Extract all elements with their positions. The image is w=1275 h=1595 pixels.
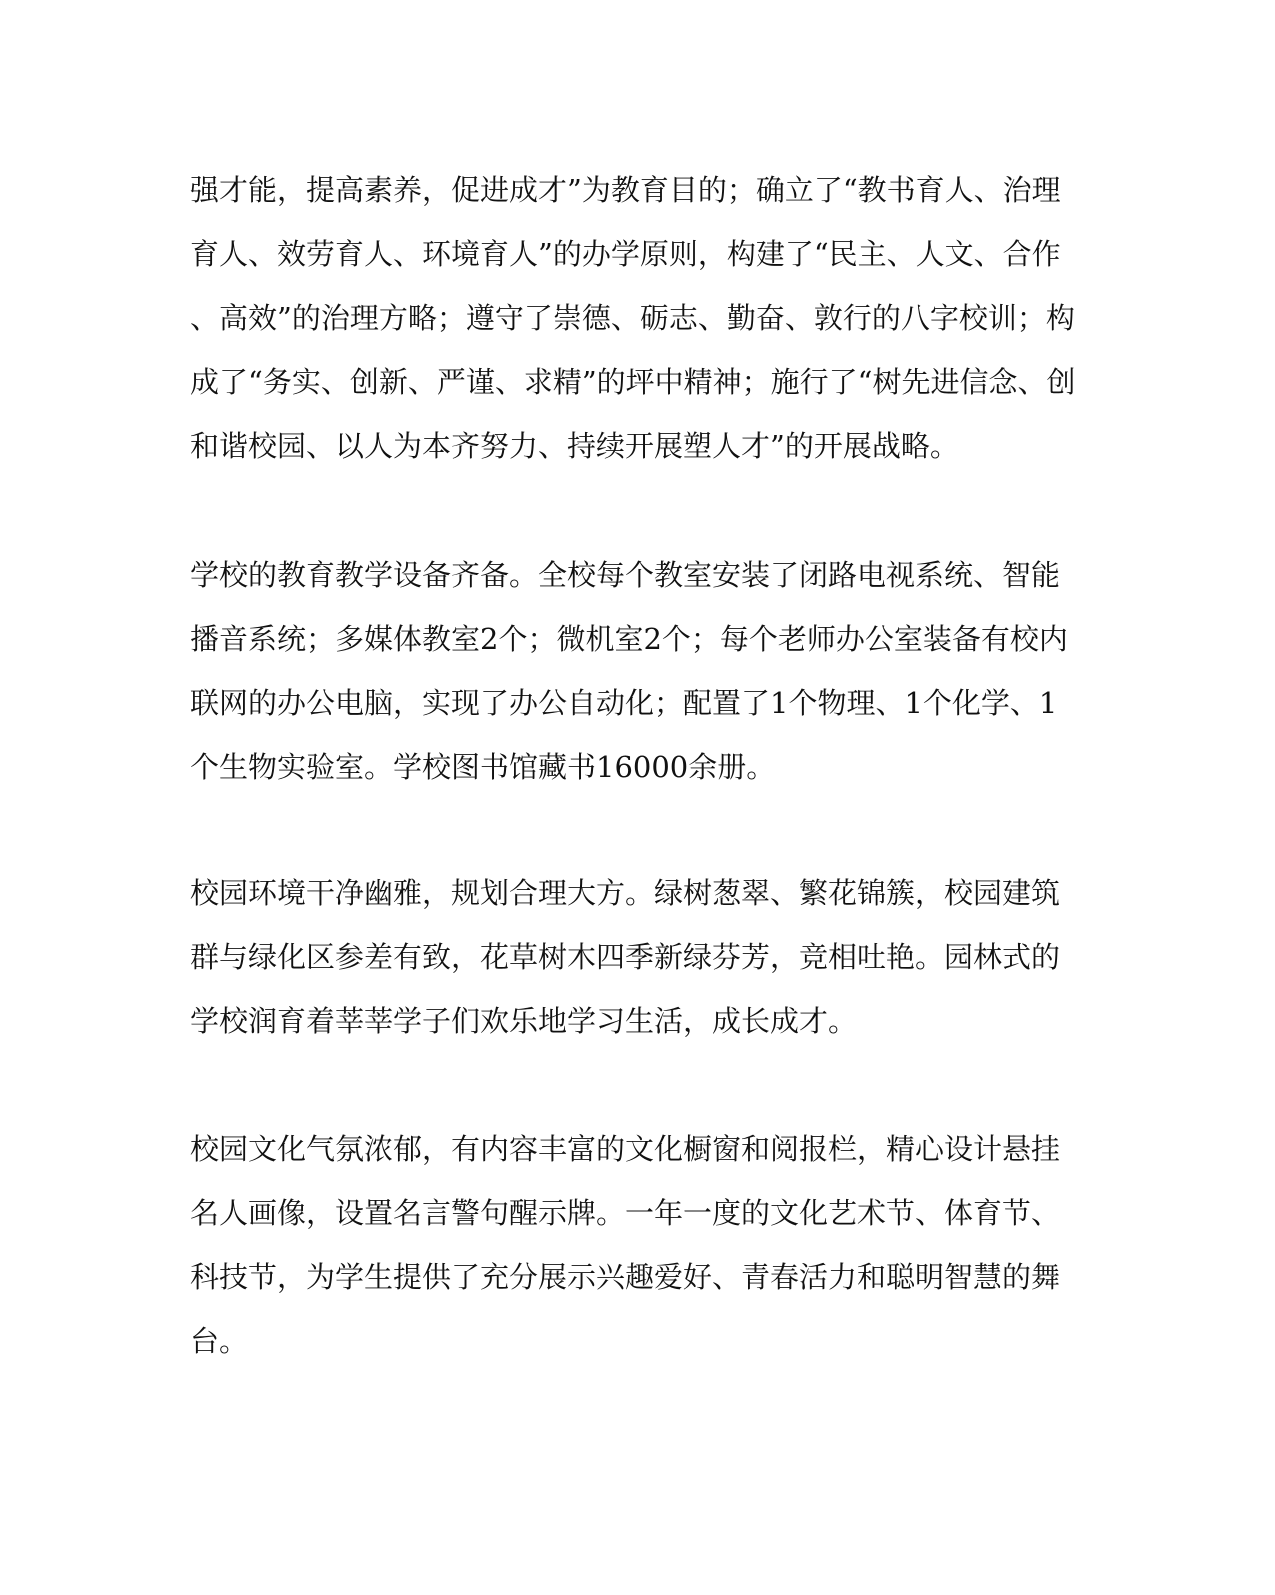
text-line: 、高效”的治理方略；遵守了崇德、砺志、勤奋、敦行的八字校训；构 (190, 301, 1075, 335)
text-line: 名人画像，设置名言警句醒示牌。一年一度的文化艺术节、体育节、 (190, 1196, 1061, 1230)
text-line: 校园环境干净幽雅，规划合理大方。绿树葱翠、繁花锦簇，校园建筑 (190, 876, 1061, 910)
text-line: 学校润育着莘莘学子们欢乐地学习生活，成长成才。 (190, 1004, 858, 1038)
text-line: 台。 (190, 1324, 249, 1358)
text-line: 强才能，提高素养，促进成才”为教育目的；确立了“教书育人、治理 (190, 173, 1061, 207)
text-line: 学校的教育教学设备齐备。全校每个教室安装了闭路电视系统、智能 (190, 558, 1061, 592)
paragraph-campus-culture (190, 1117, 1060, 1373)
text-line: 联网的办公电脑，实现了办公自动化；配置了1个物理、1个化学、1 (190, 686, 1058, 720)
text-line: 成了“务实、创新、严谨、求精”的坪中精神；施行了“树先进信念、创 (190, 365, 1076, 399)
paragraph-campus-environment (190, 861, 1060, 1053)
text-line: 群与绿化区参差有致，花草树木四季新绿芬芳，竞相吐艳。园林式的 (190, 940, 1061, 974)
text-line: 个生物实验室。学校图书馆藏书16000余册。 (190, 750, 776, 784)
text-line: 播音系统；多媒体教室2个；微机室2个；每个老师办公室装备有校内 (190, 622, 1068, 656)
text-line: 科技节，为学生提供了充分展示兴趣爱好、青春活力和聪明智慧的舞 (190, 1260, 1061, 1294)
paragraph-education-philosophy (190, 158, 1075, 478)
text-line: 校园文化气氛浓郁，有内容丰富的文化橱窗和阅报栏，精心设计悬挂 (190, 1132, 1061, 1166)
text-line: 和谐校园、以人为本齐努力、持续开展塑人才”的开展战略。 (190, 429, 959, 463)
paragraph-equipment (190, 543, 1068, 799)
text-line: 育人、效劳育人、环境育人”的办学原则，构建了“民主、人文、合作 (190, 237, 1061, 271)
